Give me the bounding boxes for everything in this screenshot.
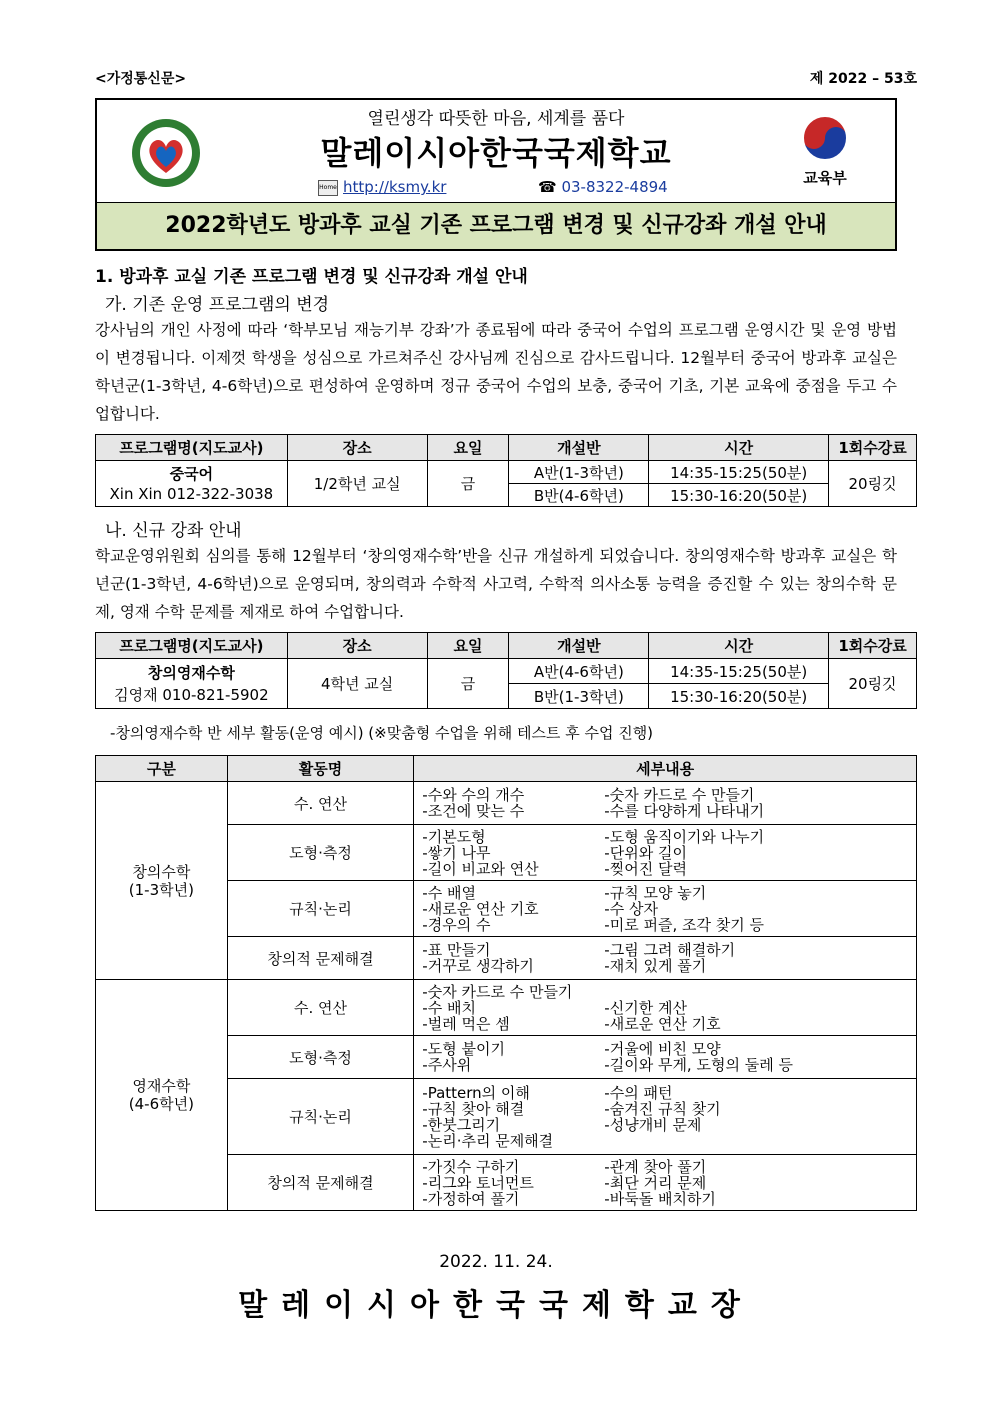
detail-item: -새로운 연산 기호: [604, 1014, 721, 1033]
header-fee: 1회수강료: [829, 435, 917, 461]
activity-detail: [414, 782, 917, 825]
header-class: 개설반: [509, 435, 649, 461]
header-time: 시간: [649, 633, 829, 659]
ministry-logo: [790, 113, 860, 188]
subsection-a-heading: 가. 기존 운영 프로그램의 변경: [105, 295, 330, 315]
detail-line: [422, 829, 916, 845]
program-table-chinese: [95, 434, 917, 507]
program-teacher: Xin Xin 012-322-3038: [109, 484, 274, 503]
detail-item: -벌레 먹은 셈: [422, 1014, 510, 1033]
detail-item: -바둑돌 배치하기: [604, 1189, 716, 1208]
table-row: [96, 782, 917, 825]
program-teacher: 김영재 010-821-5902: [114, 685, 269, 704]
detail-item: -쌓기 나무: [422, 843, 491, 862]
class-time: 15:30-16:20(50분): [649, 484, 829, 507]
detail-line: [422, 787, 916, 803]
detail-item: -신기한 계산: [604, 998, 687, 1017]
detail-item: -도형 움직이기와 나누기: [604, 827, 765, 846]
detail-item: -기본도형: [422, 827, 486, 846]
detail-item: -수와 수의 개수: [422, 786, 525, 804]
ministry-name: 교육부: [803, 169, 847, 187]
detail-line: [422, 1175, 916, 1191]
motto: 열린생각 따뜻한 마음, 세계를 품다: [367, 109, 625, 129]
activity-detail: [414, 1079, 917, 1155]
detail-line: [422, 942, 916, 958]
activity-name: 도형·측정: [227, 825, 414, 881]
detail-line: [422, 1000, 916, 1016]
activity-detail: [414, 881, 917, 937]
detail-line: [422, 1159, 916, 1175]
detail-item: -수 상자: [604, 899, 658, 918]
detail-item: -재치 있게 풀기: [604, 957, 707, 975]
homepage-link[interactable]: http://ksmy.kr: [343, 178, 447, 196]
document-date: 2022. 11. 24.: [439, 1252, 553, 1272]
class-label: B반(4-6학년): [509, 484, 649, 507]
detail-line: [422, 1101, 916, 1117]
detail-item: -가짓수 구하기: [422, 1157, 520, 1176]
header-program: 프로그램명(지도교사): [96, 633, 288, 659]
school-name: 말레이시아한국국제학교: [320, 134, 672, 172]
detail-item: -숫자 카드로 수 만들기: [422, 982, 573, 1001]
activity-name: 규칙·논리: [227, 1079, 414, 1155]
detail-item: -거꾸로 생각하기: [422, 957, 534, 975]
detail-item: -주사위: [422, 1056, 472, 1074]
activity-group: 영재수학 (4-6학년): [96, 980, 228, 1211]
detail-item: -규칙 찾아 해결: [422, 1099, 525, 1118]
detail-line: [422, 803, 916, 819]
activity-detail: [414, 825, 917, 881]
detail-line: [422, 984, 916, 1000]
detail-item: -규칙 모양 놓기: [604, 883, 707, 902]
detail-line: [422, 885, 916, 901]
header-day: 요일: [427, 633, 509, 659]
class-time: 15:30-16:20(50분): [649, 684, 829, 709]
detail-line: [422, 1041, 916, 1057]
activity-name: 도형·측정: [227, 1036, 414, 1079]
detail-item: -수 배열: [422, 883, 476, 902]
home-icon: Home: [318, 180, 338, 196]
program-day: 금: [427, 461, 509, 507]
detail-item: -논리·추리 문제해결: [422, 1131, 554, 1150]
class-label: B반(1-3학년): [509, 684, 649, 709]
activity-name: 규칙·논리: [227, 881, 414, 937]
class-time: 14:35-15:25(50분): [649, 461, 829, 484]
detail-item: -한붓그리기: [422, 1115, 501, 1134]
detail-line: [422, 901, 916, 917]
program-cell: [96, 461, 288, 507]
program-place: 4학년 교실: [287, 659, 427, 709]
detail-item: -숫자 카드로 수 만들기: [604, 786, 755, 804]
class-label: A반(4-6학년): [509, 659, 649, 684]
header-place: 장소: [287, 435, 427, 461]
activity-note: -창의영재수학 반 세부 활동(운영 예시) (※맞춤형 수업을 위해 테스트 후 수업 진행): [110, 724, 654, 742]
activity-name: 수. 연산: [227, 782, 414, 825]
phone-number: ☎ 03-8322-4894: [538, 178, 668, 196]
detail-line: [422, 1191, 916, 1207]
detail-item: -도형 붙이기: [422, 1040, 505, 1058]
detail-item: -성냥개비 문제: [604, 1115, 702, 1134]
activity-name: 창의적 문제해결: [227, 937, 414, 980]
header-fee: 1회수강료: [829, 633, 917, 659]
document-number: 제 2022 – 53호: [809, 71, 917, 87]
header-program: 프로그램명(지도교사): [96, 435, 288, 461]
activity-detail: [414, 980, 917, 1036]
activity-name: 수. 연산: [227, 980, 414, 1036]
activity-detail: [414, 937, 917, 980]
header-group: 구분: [96, 756, 228, 782]
detail-item: -단위와 길이: [604, 843, 687, 862]
detail-item: -그림 그려 해결하기: [604, 941, 736, 959]
detail-line: [422, 1016, 916, 1032]
detail-line: [422, 1117, 916, 1133]
detail-line: [422, 1085, 916, 1101]
principal-signature: 말레이시아한국국제학교장: [238, 1288, 754, 1323]
detail-item: -리그와 토너먼트: [422, 1173, 534, 1192]
detail-item: -수의 패턴: [604, 1083, 673, 1102]
subsection-b-heading: 나. 신규 강좌 안내: [105, 521, 242, 541]
detail-item: -길이와 무게, 도형의 둘레 등: [604, 1056, 793, 1074]
detail-item: -거울에 비친 모양: [604, 1040, 721, 1058]
activity-group: 창의수학 (1-3학년): [96, 782, 228, 980]
document-title: 2022학년도 방과후 교실 기존 프로그램 변경 및 신규강좌 개설 안내: [95, 202, 897, 251]
activity-table: [95, 755, 917, 1211]
program-name: 창의영재수학: [147, 663, 235, 682]
program-fee: 20링깃: [829, 659, 917, 709]
activity-name: 창의적 문제해결: [227, 1155, 414, 1211]
detail-item: -경우의 수: [422, 915, 491, 934]
detail-item: -가정하여 풀기: [422, 1189, 520, 1208]
class-time: 14:35-15:25(50분): [649, 659, 829, 684]
header-place: 장소: [287, 633, 427, 659]
detail-item: -최단 거리 문제: [604, 1173, 707, 1192]
program-table-math: [95, 632, 917, 709]
subsection-b-paragraph: 학교운영위원회 심의를 통해 12월부터 ‘창의영재수학’반을 신규 개설하게 되었습니다. 창의영재수학 방과후 교실은 학년군(1-3학년, 4-6학년)으로 운영되며, 창의력과 수학적 사고력, 수학적 의사소통 능력을 증진할 수 있는 창의수학 문제, 영재 수학 문제를 제재로 하여 수업합니다.: [95, 547, 897, 621]
detail-line: [422, 958, 916, 974]
program-name: 중국어: [169, 464, 214, 483]
detail-item: -숨겨진 규칙 찾기: [604, 1099, 721, 1118]
detail-item: -찢어진 달력: [604, 859, 687, 878]
section-heading: 1. 방과후 교실 기존 프로그램 변경 및 신규강좌 개설 안내: [95, 267, 528, 287]
detail-item: -관계 찾아 풀기: [604, 1157, 707, 1176]
subsection-a-paragraph: 강사님의 개인 사정에 따라 ‘학부모님 재능기부 강좌’가 종료됨에 따라 중국어 수업의 프로그램 운영시간 및 운영 방법이 변경됩니다. 이제껏 학생을 성심으로 가르쳐주신 강사님께 진심으로 감사드립니다. 12월부터 중국어 방과후 교실은 학년군(1-3학년, 4-6학년)으로 편성하여 운영하며 정규 중국어 수업의 보충, 중국어 기초, 기본 교육에 중점을 두고 수업합니다.: [95, 321, 897, 423]
document-type: <가정통신문>: [95, 71, 187, 87]
phone-icon: ☎: [538, 178, 557, 196]
detail-line: [422, 845, 916, 861]
activity-detail: [414, 1155, 917, 1211]
header-activity: 활동명: [227, 756, 414, 782]
header-time: 시간: [649, 435, 829, 461]
top-line: [95, 68, 917, 88]
detail-item: -표 만들기: [422, 941, 491, 959]
detail-item: -새로운 연산 기호: [422, 899, 539, 918]
detail-item: -조건에 맞는 수: [422, 802, 525, 820]
program-cell: [96, 659, 288, 709]
header-day: 요일: [427, 435, 509, 461]
activity-detail: [414, 1036, 917, 1079]
program-place: 1/2학년 교실: [287, 461, 427, 507]
detail-line: [422, 1057, 916, 1073]
detail-line: [422, 1133, 916, 1149]
program-day: 금: [427, 659, 509, 709]
header-class: 개설반: [509, 633, 649, 659]
program-fee: 20링깃: [829, 461, 917, 507]
detail-item: -길이 비교와 연산: [422, 859, 539, 878]
detail-item: -수를 다양하게 나타내기: [604, 802, 765, 820]
class-label: A반(1-3학년): [509, 461, 649, 484]
detail-item: -Pattern의 이해: [422, 1083, 530, 1102]
table-row: [96, 980, 917, 1036]
taegeuk-icon: [800, 113, 850, 163]
detail-item: -미로 퍼즐, 조각 찾기 등: [604, 915, 764, 934]
detail-line: [422, 861, 916, 877]
header-detail: 세부내용: [414, 756, 917, 782]
detail-item: -수 배치: [422, 998, 476, 1017]
detail-line: [422, 917, 916, 933]
